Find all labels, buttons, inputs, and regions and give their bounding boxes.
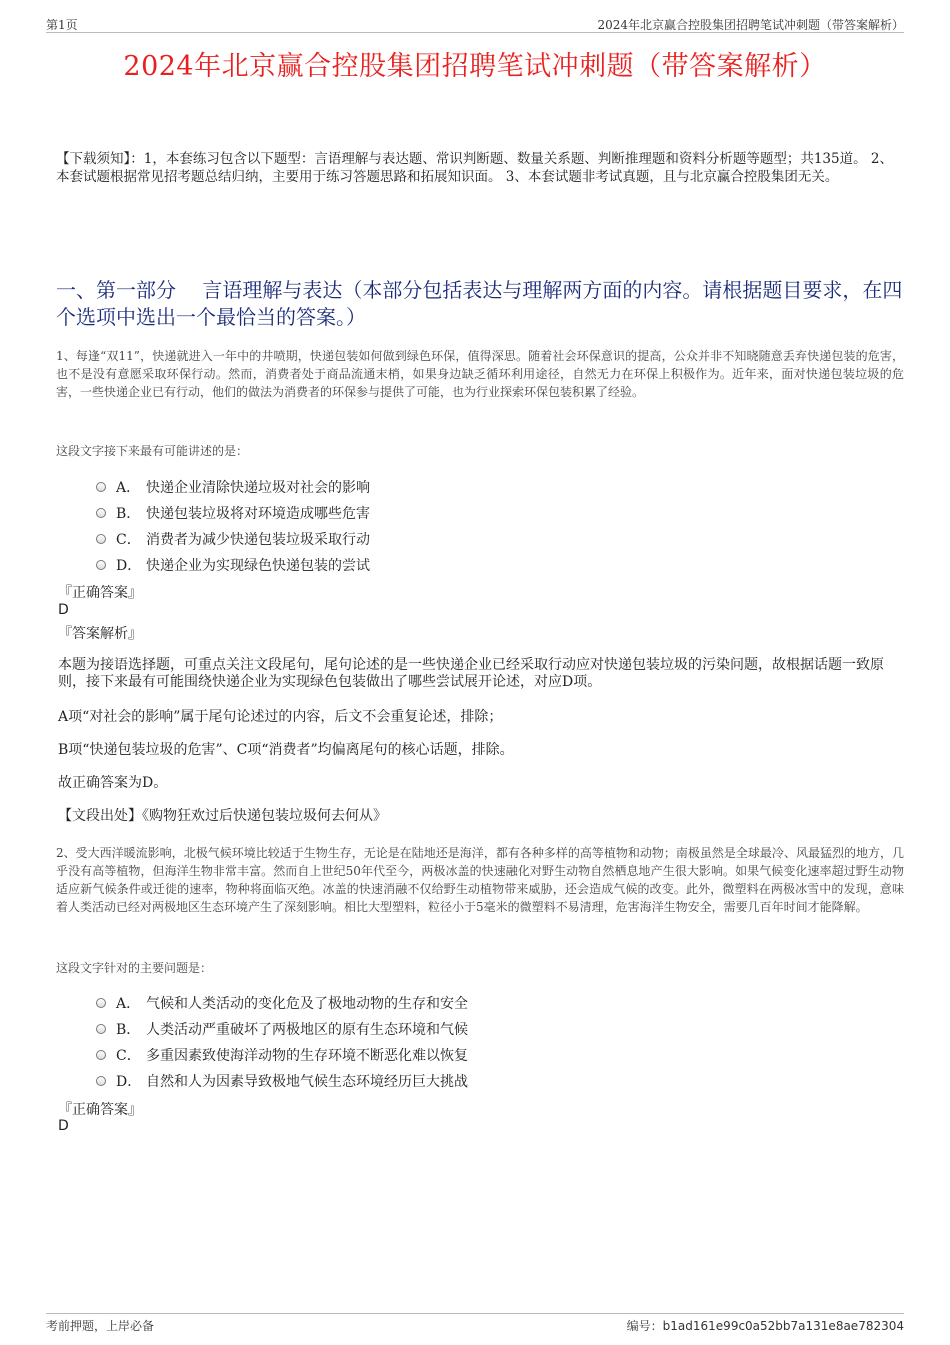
radio-icon[interactable]: [96, 560, 106, 570]
radio-icon[interactable]: [96, 1024, 106, 1034]
radio-icon[interactable]: [96, 1050, 106, 1060]
q1-question: 这段文字接下来最有可能讲述的是：: [56, 444, 249, 458]
q1-analysis-label: 『答案解析』: [58, 626, 142, 642]
document-title: 2024年北京赢合控股集团招聘笔试冲刺题（带答案解析）: [123, 51, 827, 82]
q2-stem: 2、受大西洋暖流影响，北极气候环境比较适于生物生存，无论是在陆地还是海洋，都有各种多样的高等植物和动物；南极虽然是全球最冷、风最猛烈的地方，几乎没有高等植物，但海洋生物非常丰富。然而自上世纪50年代至今，两极冰盖的快速融化对野生动物自然栖息地产生很大影响。如果气候变化速率超过野生动物适应新气候条件或迁徙的速率，物种将面临灭绝。冰盖的快速消融不仅给野生动植物带来威胁，还会造成气候的改变。此外，微塑料在两极冰雪中的发现，意味着人类活动已经对两极地区生态环境产生了深刻影响。相比大型塑料，粒径小于5毫米的微塑料不易清理，危害海洋生物安全，需要几百年时间才能降解。: [56, 846, 904, 914]
q2-question: 这段文字针对的主要问题是：: [56, 961, 213, 975]
radio-icon[interactable]: [96, 508, 106, 518]
footer-slogan: 考前押题，上岸必备: [46, 1319, 155, 1333]
section-title: 一、第一部分 言语理解与表达（本部分包括表达与理解两方面的内容。请根据题目要求，在四个选项中选出一个最恰当的答案。）: [56, 278, 903, 329]
q1-analysis-2: A项“对社会的影响”属于尾句论述过的内容，后文不会重复论述，排除；: [58, 709, 503, 725]
header-doc-title: 2024年北京赢合控股集团招聘笔试冲刺题（带答案解析）: [597, 18, 904, 32]
radio-icon[interactable]: [96, 998, 106, 1008]
q1-analysis-3: B项“快递包装垃圾的危害”、C项“消费者”均偏离尾句的核心话题，排除。: [58, 742, 514, 758]
q1-source: 【文段出处】《购物狂欢过后快递包装垃圾何去何从》: [58, 808, 387, 824]
page-footer: [46, 1313, 904, 1333]
radio-icon[interactable]: [96, 1076, 106, 1086]
q1-analysis-1: 本题为接语选择题，可重点关注文段尾句，尾句论述的是一些快递企业已经采取行动应对快递包装垃圾的污染问题，故根据话题一致原则，接下来最有可能围绕快递企业为实现绿色包装做出了哪些尝试展开论述，对应D项。: [58, 657, 884, 690]
q2-answer: D: [58, 1118, 69, 1134]
radio-icon[interactable]: [96, 534, 106, 544]
radio-icon[interactable]: [96, 482, 106, 492]
q1-answer: D: [58, 602, 69, 618]
page-header: [46, 14, 904, 33]
q1-analysis-4: 故正确答案为D。: [58, 775, 168, 791]
footer-code: 编号：b1ad161e99c0a52bb7a131e8ae782304: [626, 1319, 904, 1333]
page-number: 第1页: [46, 18, 78, 32]
q2-answer-label: 『正确答案』: [58, 1102, 142, 1118]
q1-stem: 1、每逢“双11”，快递就进入一年中的井喷期，快递包装如何做到绿色环保，值得深思。随着社会环保意识的提高，公众并非不知晓随意丢弃快递包装的危害，也不是没有意愿采取环保行动。然而，消费者处于商品流通末梢，如果身边缺乏循环利用途径，自然无力在环保上积极作为。近年来，面对快递包装垃圾的危害，一些快递企业已有行动，他们的做法为消费者的环保参与提供了可能，也为行业探索环保包装积累了经验。: [56, 349, 904, 399]
q1-answer-label: 『正确答案』: [58, 585, 142, 601]
download-notice: 【下载须知】：1，本套练习包含以下题型：言语理解与表达题、常识判断题、数量关系题、判断推理题和资料分析题等题型；共135道。 2、本套试题根据常见招考题总结归纳，主要用于练习答题思路和拓展知识面。 3、本套试题非考试真题，且与北京赢合控股集团无关。: [56, 151, 893, 185]
